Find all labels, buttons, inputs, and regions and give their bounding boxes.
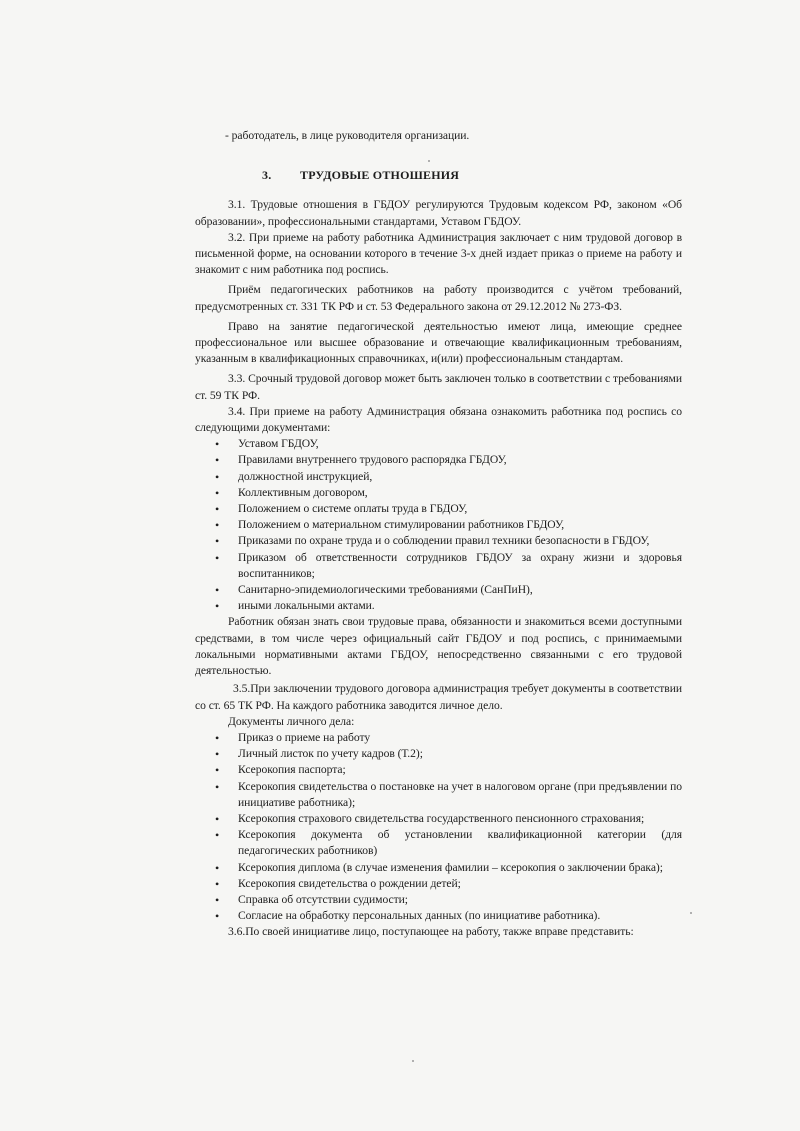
list-item: • должностной инструкцией, bbox=[215, 469, 682, 485]
paragraph-3-2: 3.2. При приеме на работу работника Администрация заключает с ним трудовой договор в письменной форме, на основании которого в течение 3-х дней издает приказ о приеме на работу и знакомит с ним работника под роспись. bbox=[195, 230, 682, 277]
paragraph-teaching-right: Право на занятие педагогической деятельностью имеют лица, имеющие среднее профессиональное или высшее образование и отвечающие квалификационным требованиям, указанным в квалификационных справочниках, и(или) профессиональным стандартам. bbox=[195, 319, 682, 366]
acquaintance-documents-list bbox=[195, 436, 682, 614]
list-item: • Ксерокопия свидетельства о рождении детей; bbox=[215, 876, 682, 892]
paragraph-3-6: 3.6.По своей инициативе лицо, поступающее на работу, также вправе представить: bbox=[228, 925, 634, 939]
list-item: • Положением о системе оплаты труда в ГБДОУ, bbox=[215, 501, 682, 517]
scan-speck bbox=[412, 1060, 414, 1062]
personal-file-title: Документы личного дела: bbox=[228, 714, 355, 728]
section-title: ТРУДОВЫЕ ОТНОШЕНИЯ bbox=[300, 168, 460, 183]
personal-file-documents-list bbox=[195, 730, 682, 924]
list-item: • Коллективным договором, bbox=[215, 485, 682, 501]
list-item: • Ксерокопия свидетельства о постановке на учет в налоговом органе (при предъявлении по инициативе работника); bbox=[215, 779, 682, 811]
list-item: • иными локальными актами. bbox=[215, 598, 682, 614]
intro-line: - работодатель, в лице руководителя организации. bbox=[225, 129, 470, 142]
list-item: • Ксерокопия документа об установлении квалификационной категории (для педагогических работников) bbox=[215, 827, 682, 859]
list-item: • Правилами внутреннего трудового распорядка ГБДОУ, bbox=[215, 452, 682, 468]
section-heading bbox=[195, 167, 682, 183]
list-item: • Ксерокопия диплома (в случае изменения фамилии – ксерокопия о заключении брака); bbox=[215, 860, 682, 876]
paragraph-hiring-teachers: Приём педагогических работников на работу производится с учётом требований, предусмотренных ст. 331 ТК РФ и ст. 53 Федерального закона от 29.12.2012 № 273-ФЗ. bbox=[195, 283, 682, 313]
list-item: • Ксерокопия паспорта; bbox=[215, 762, 682, 778]
paragraph-3-3: 3.3. Срочный трудовой договор может быть заключен только в соответствии с требованиями ст. 59 ТК РФ. bbox=[195, 372, 682, 402]
section-number: 3. bbox=[262, 168, 272, 183]
document-body bbox=[195, 128, 682, 941]
list-item: • Личный листок по учету кадров (Т.2); bbox=[215, 746, 682, 762]
paragraph-3-4: 3.4. При приеме на работу Администрация обязана ознакомить работника под роспись со следующими документами: bbox=[195, 404, 682, 435]
list-item: • Ксерокопия страхового свидетельства государственного пенсионного страхования; bbox=[215, 811, 682, 827]
scan-speck bbox=[690, 912, 692, 914]
list-item: • Приказом об ответственности сотрудников ГБДОУ за охрану жизни и здоровья воспитанников; bbox=[215, 550, 682, 582]
list-item: • Уставом ГБДОУ, bbox=[215, 436, 682, 452]
paragraph-3-1: 3.1. Трудовые отношения в ГБДОУ регулируются Трудовым кодексом РФ, законом «Об образовании», профессиональными стандартами, Уставом ГБДОУ. bbox=[195, 198, 682, 228]
list-item: • Согласие на обработку персональных данных (по инициативе работника). bbox=[215, 908, 682, 924]
list-item: • Санитарно-эпидемиологическими требованиями (СанПиН), bbox=[215, 582, 682, 598]
paragraph-3-5: 3.5.При заключении трудового договора администрация требует документы в соответствии со ст. 65 ТК РФ. На каждого работника заводится личное дело. bbox=[195, 682, 682, 712]
list-item: • Приказ о приеме на работу bbox=[215, 730, 682, 746]
list-item: • Приказами по охране труда и о соблюдении правил техники безопасности в ГБДОУ, bbox=[215, 533, 682, 549]
list-item: • Положением о материальном стимулировании работников ГБДОУ, bbox=[215, 517, 682, 533]
list-item: • Справка об отсутствии судимости; bbox=[215, 892, 682, 908]
paragraph-employee-duty: Работник обязан знать свои трудовые права, обязанности и знакомиться всеми доступными средствами, в том числе через официальный сайт ГБДОУ и под роспись, с принимаемыми локальными нормативными актами ГБДОУ, непосредственно связанными с его трудовой деятельностью. bbox=[195, 615, 682, 678]
